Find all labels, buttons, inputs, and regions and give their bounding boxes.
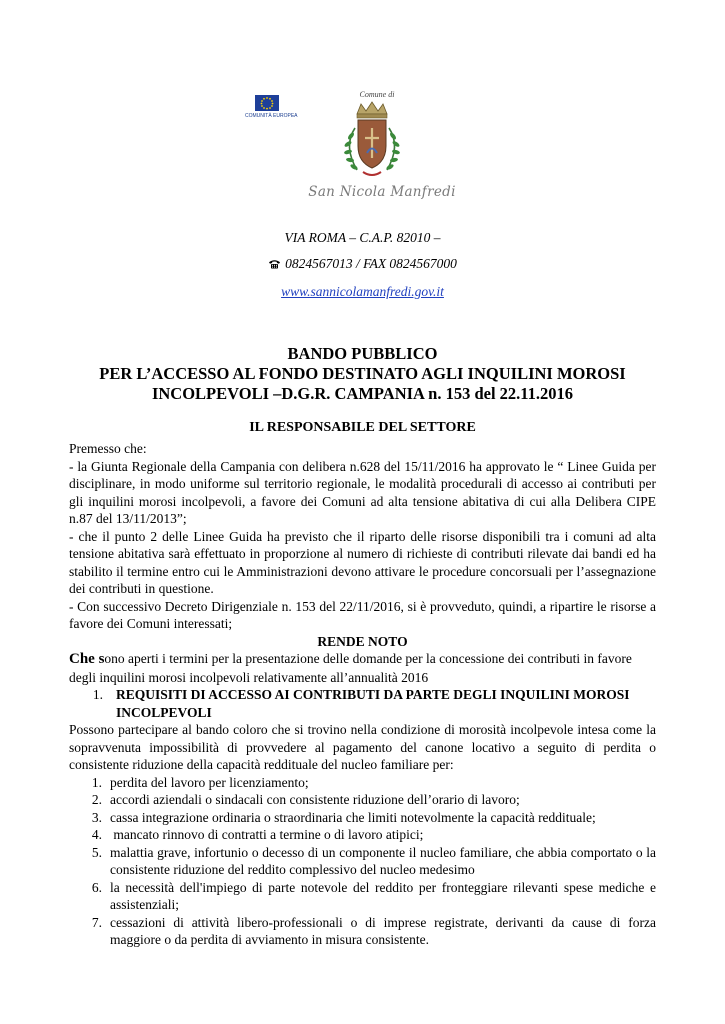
document-body [69,440,656,949]
address-line: VIA ROMA – C.A.P. 82010 – [284,230,441,245]
list-item-number: 3. [91,809,102,825]
crest-title: Comune di [359,90,395,99]
premessa-paragraph: - Con successivo Decreto Dirigenziale n. 153 del 22/11/2016, si è provveduto, quindi, a ripartire le risorse a favore dei Comuni interessati; [69,598,656,631]
title-line-2: PER L’ACCESSO AL FONDO DESTINATO AGLI INQUILINI MOROSI [99,364,626,383]
rende-noto-heading: RENDE NOTO [317,633,408,649]
premessa-paragraph: - la Giunta Regionale della Campania con delibera n.628 del 15/11/2016 ha approvato le “ Linee Guida per disciplinare, in modo uniforme sul territorio regionale, le modalità procedurali di accesso ai contributi per gli inquilini morosi incolpevoli, a favore dei Comuni ad alta tensione abitativa di cui alla Delibera CIPE n.87 del 13/11/2013”; [69,458,656,526]
list-item-text: cessazioni di attività libero-professionali o di imprese registrate, derivanti da cause di forza maggiore o da perdita di avviamento in misura consistente. [110,914,656,947]
list-item-text: perdita del lavoro per licenziamento; [110,774,309,790]
list-item-number: 2. [91,792,102,807]
list-item [69,914,656,949]
list-item-number: 4. [91,827,102,842]
phone-fax-line [0,256,725,272]
list-item-number: 5. [91,844,102,860]
list-item-text: accordi aziendali o sindacali con consistente riduzione dell’orario di lavoro; [110,792,520,807]
che-text: ono aperti i termini per la presentazione delle domande per la concessione dei contributi in favore degli inquilini morosi incolpevoli relativamente all’annualità 2016 [69,651,632,685]
list-item-text: malattia grave, infortunio o decesso di un componente il nucleo familiare, che abbia comportato o la consistente riduzione del reddito complessivo del nucleo medesimo [110,844,656,877]
list-item-number: 7. [91,914,102,930]
section-title: REQUISITI DI ACCESSO AI CONTRIBUTI DA PARTE DEGLI INQUILINI MOROSI INCOLPEVOLI [116,687,630,720]
che-bold-text: Che s [69,651,105,667]
phone-fax-text: 0824567013 / FAX 0824567000 [285,256,457,271]
list-item [69,809,656,827]
list-item [69,879,656,914]
document-title [0,344,725,404]
list-item-text: cassa integrazione ordinaria o straordinaria che limiti notevolmente la capacità reddituale; [110,809,596,825]
title-line-1: BANDO PUBBLICO [287,344,438,363]
telephone-icon [268,259,281,269]
requirements-list [69,774,656,949]
responsabile-heading: IL RESPONSABILE DEL SETTORE [249,420,476,435]
list-item-number: 1. [91,774,102,790]
list-item [69,791,656,809]
eu-caption: COMUNITÀ EUROPEA [245,113,298,119]
premesso-label: Premesso che: [69,441,147,456]
list-item [69,826,656,844]
website-line [0,284,725,300]
coat-of-arms-icon [327,98,417,190]
list-item [69,774,656,792]
list-item-text: mancato rinnovo di contratti a termine o di lavoro atipici; [110,827,424,842]
section-intro: Possono partecipare al bando coloro che si trovino nella condizione di morosità incolpevole intesa come la sopravvenuta impossibilità di provvedere al pagamento del canone locativo a seguito di perdita o consistente riduzione della capacità reddituale del nucleo familiare per: [69,722,656,772]
list-item-text: la necessità dell'impiego di parte notevole del reddito per fronteggiare rilevanti spese mediche e assistenziali; [110,879,656,912]
municipal-crest [292,80,462,230]
list-item-number: 6. [91,879,102,895]
crest-signature: San Nicola Manfredi [308,184,456,200]
list-item [69,844,656,879]
section-number: 1. [92,687,103,702]
eu-logo [245,95,298,119]
title-line-3: INCOLPEVOLI –D.G.R. CAMPANIA n. 153 del 22.11.2016 [151,384,574,403]
section-heading [69,686,656,721]
che-paragraph [69,650,656,686]
premessa-paragraph: - che il punto 2 delle Linee Guida ha previsto che il riparto delle risorse disponibili tra i comuni ad alta tensione abitativa sarà effettuato in proporzione al numero di richieste di contributi rilevate dai bandi ed ha stabilito il termine entro cui le Amministrazioni devono attivare le procedure concorsuali per l’assegnazione dei contributi in questione. [69,528,656,596]
eu-flag-icon [255,95,279,111]
website-link[interactable]: www.sannicolamanfredi.gov.it [281,284,444,299]
